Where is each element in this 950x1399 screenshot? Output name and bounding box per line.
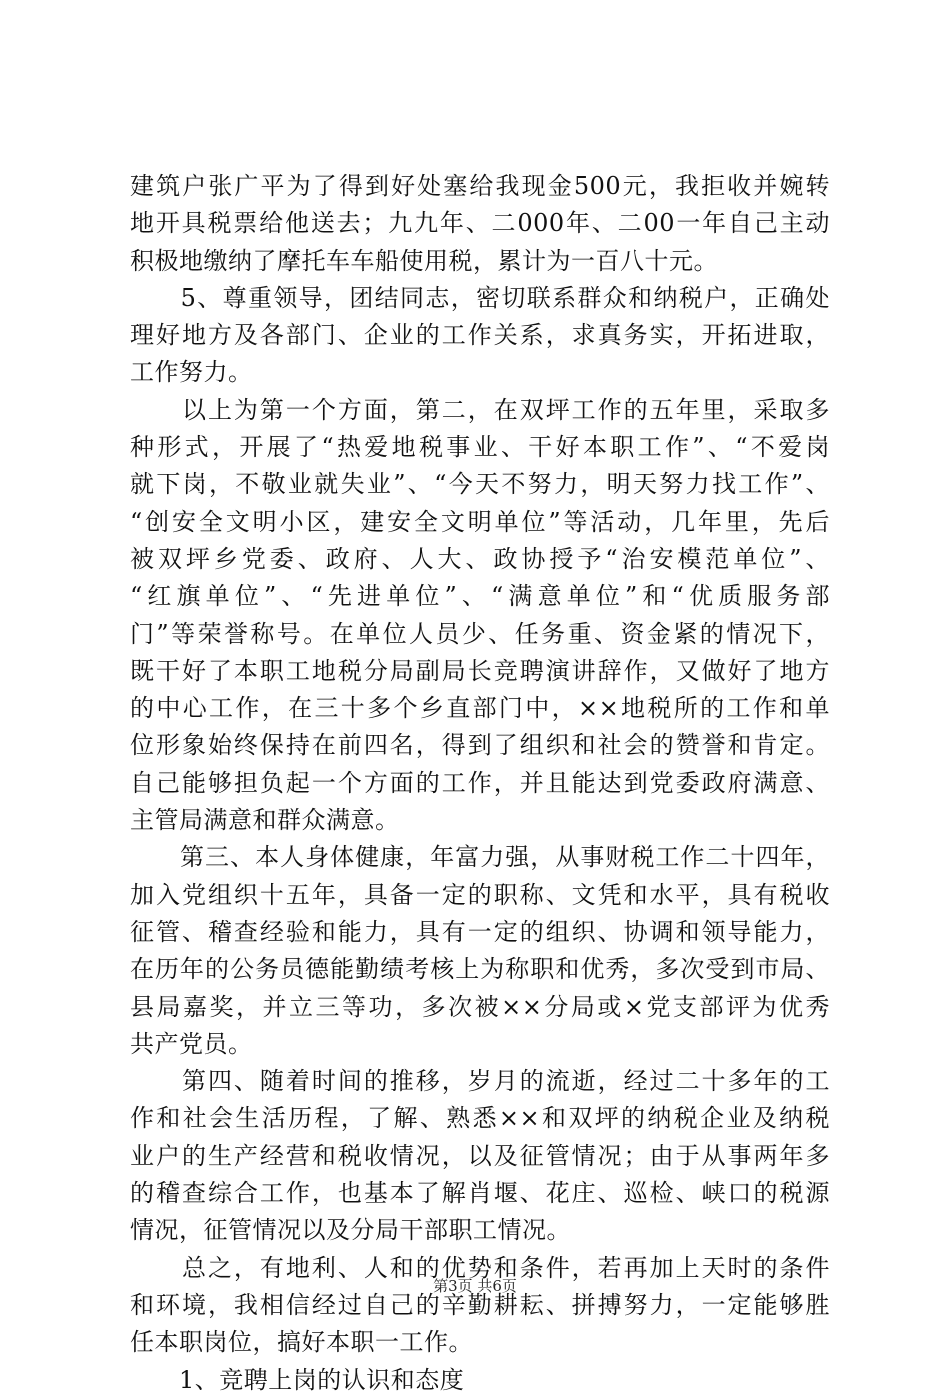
document-body [130,168,830,1399]
text-line: 主管局满意和群众满意。 [130,806,400,835]
text-line: 作和社会生活历程，了解、熟悉××和双坪的纳税企业及纳税 [130,1104,830,1133]
text-line: 征管、稽查经验和能力，具有一定的组织、协调和领导能力， [130,917,830,946]
text-line: 种形式，开展了“热爱地税事业、干好本职工作”、“不爱岗 [130,433,830,462]
text-line: “红旗单位”、“先进单位”、“满意单位”和“优质服务部 [130,582,830,611]
text-line: 的中心工作，在三十多个乡直部门中，××地税所的工作和单 [130,694,830,723]
text-line: 5、尊重领导，团结同志，密切联系群众和纳税户，正确处 [130,283,830,312]
text-line: 在历年的公务员德能勤绩考核上为称职和优秀，多次受到市局、 [130,955,830,984]
text-line: 1、竞聘上岗的认识和态度 [130,1365,465,1394]
text-line: 总之，有地利、人和的优势和条件，若再加上天时的条件 [130,1253,830,1282]
text-line: 位形象始终保持在前四名，得到了组织和社会的赞誉和肯定。 [130,731,830,760]
text-line: 被双坪乡党委、政府、人大、政协授予“治安模范单位”、 [130,544,830,573]
text-line: 积极地缴纳了摩托车车船使用税，累计为一百八十元。 [130,246,718,275]
text-line: 县局嘉奖，并立三等功，多次被××分局或×党支部评为优秀 [130,992,830,1021]
text-line: 以上为第一个方面，第二，在双坪工作的五年里，采取多 [130,395,830,424]
page-footer: 第3页 共6页 [433,1277,517,1295]
text-line: 第三、本人身体健康，年富力强，从事财税工作二十四年， [130,843,830,872]
text-line: 理好地方及各部门、企业的工作关系，求真务实，开拓进取， [130,321,830,350]
text-line: “创安全文明小区，建安全文明单位”等活动，几年里，先后 [130,507,830,536]
text-line: 和环境，我相信经过自己的辛勤耕耘、拼搏努力，一定能够胜 [130,1290,830,1319]
text-line: 的稽查综合工作，也基本了解肖堰、花庄、巡检、峡口的税源 [130,1179,830,1208]
text-line: 任本职岗位，搞好本职一工作。 [130,1328,473,1357]
text-line: 第四、随着时间的推移，岁月的流逝，经过二十多年的工 [130,1067,830,1096]
text-line: 就下岗，不敬业就失业”、“今天不努力，明天努力找工作”、 [130,470,830,499]
text-line: 业户的生产经营和税收情况，以及征管情况；由于从事两年多 [130,1141,830,1170]
text-line: 情况，征管情况以及分局干部职工情况。 [130,1216,571,1245]
text-line: 工作努力。 [130,358,253,387]
text-line: 建筑户张广平为了得到好处塞给我现金500元，我拒收并婉转 [130,172,830,200]
text-line: 门”等荣誉称号。在单位人员少、任务重、资金紧的情况下， [130,619,830,648]
text-line: 加入党组织十五年，具备一定的职称、文凭和水平，具有税收 [130,880,830,909]
text-line: 共产党员。 [130,1029,253,1058]
text-line: 自己能够担负起一个方面的工作，并且能达到党委政府满意、 [130,768,830,797]
text-line: 既干好了本职工地税分局副局长竞聘演讲辞作，又做好了地方 [130,656,830,685]
text-line: 地开具税票给他送去；九九年、二000年、二00一年自己主动 [130,209,830,238]
